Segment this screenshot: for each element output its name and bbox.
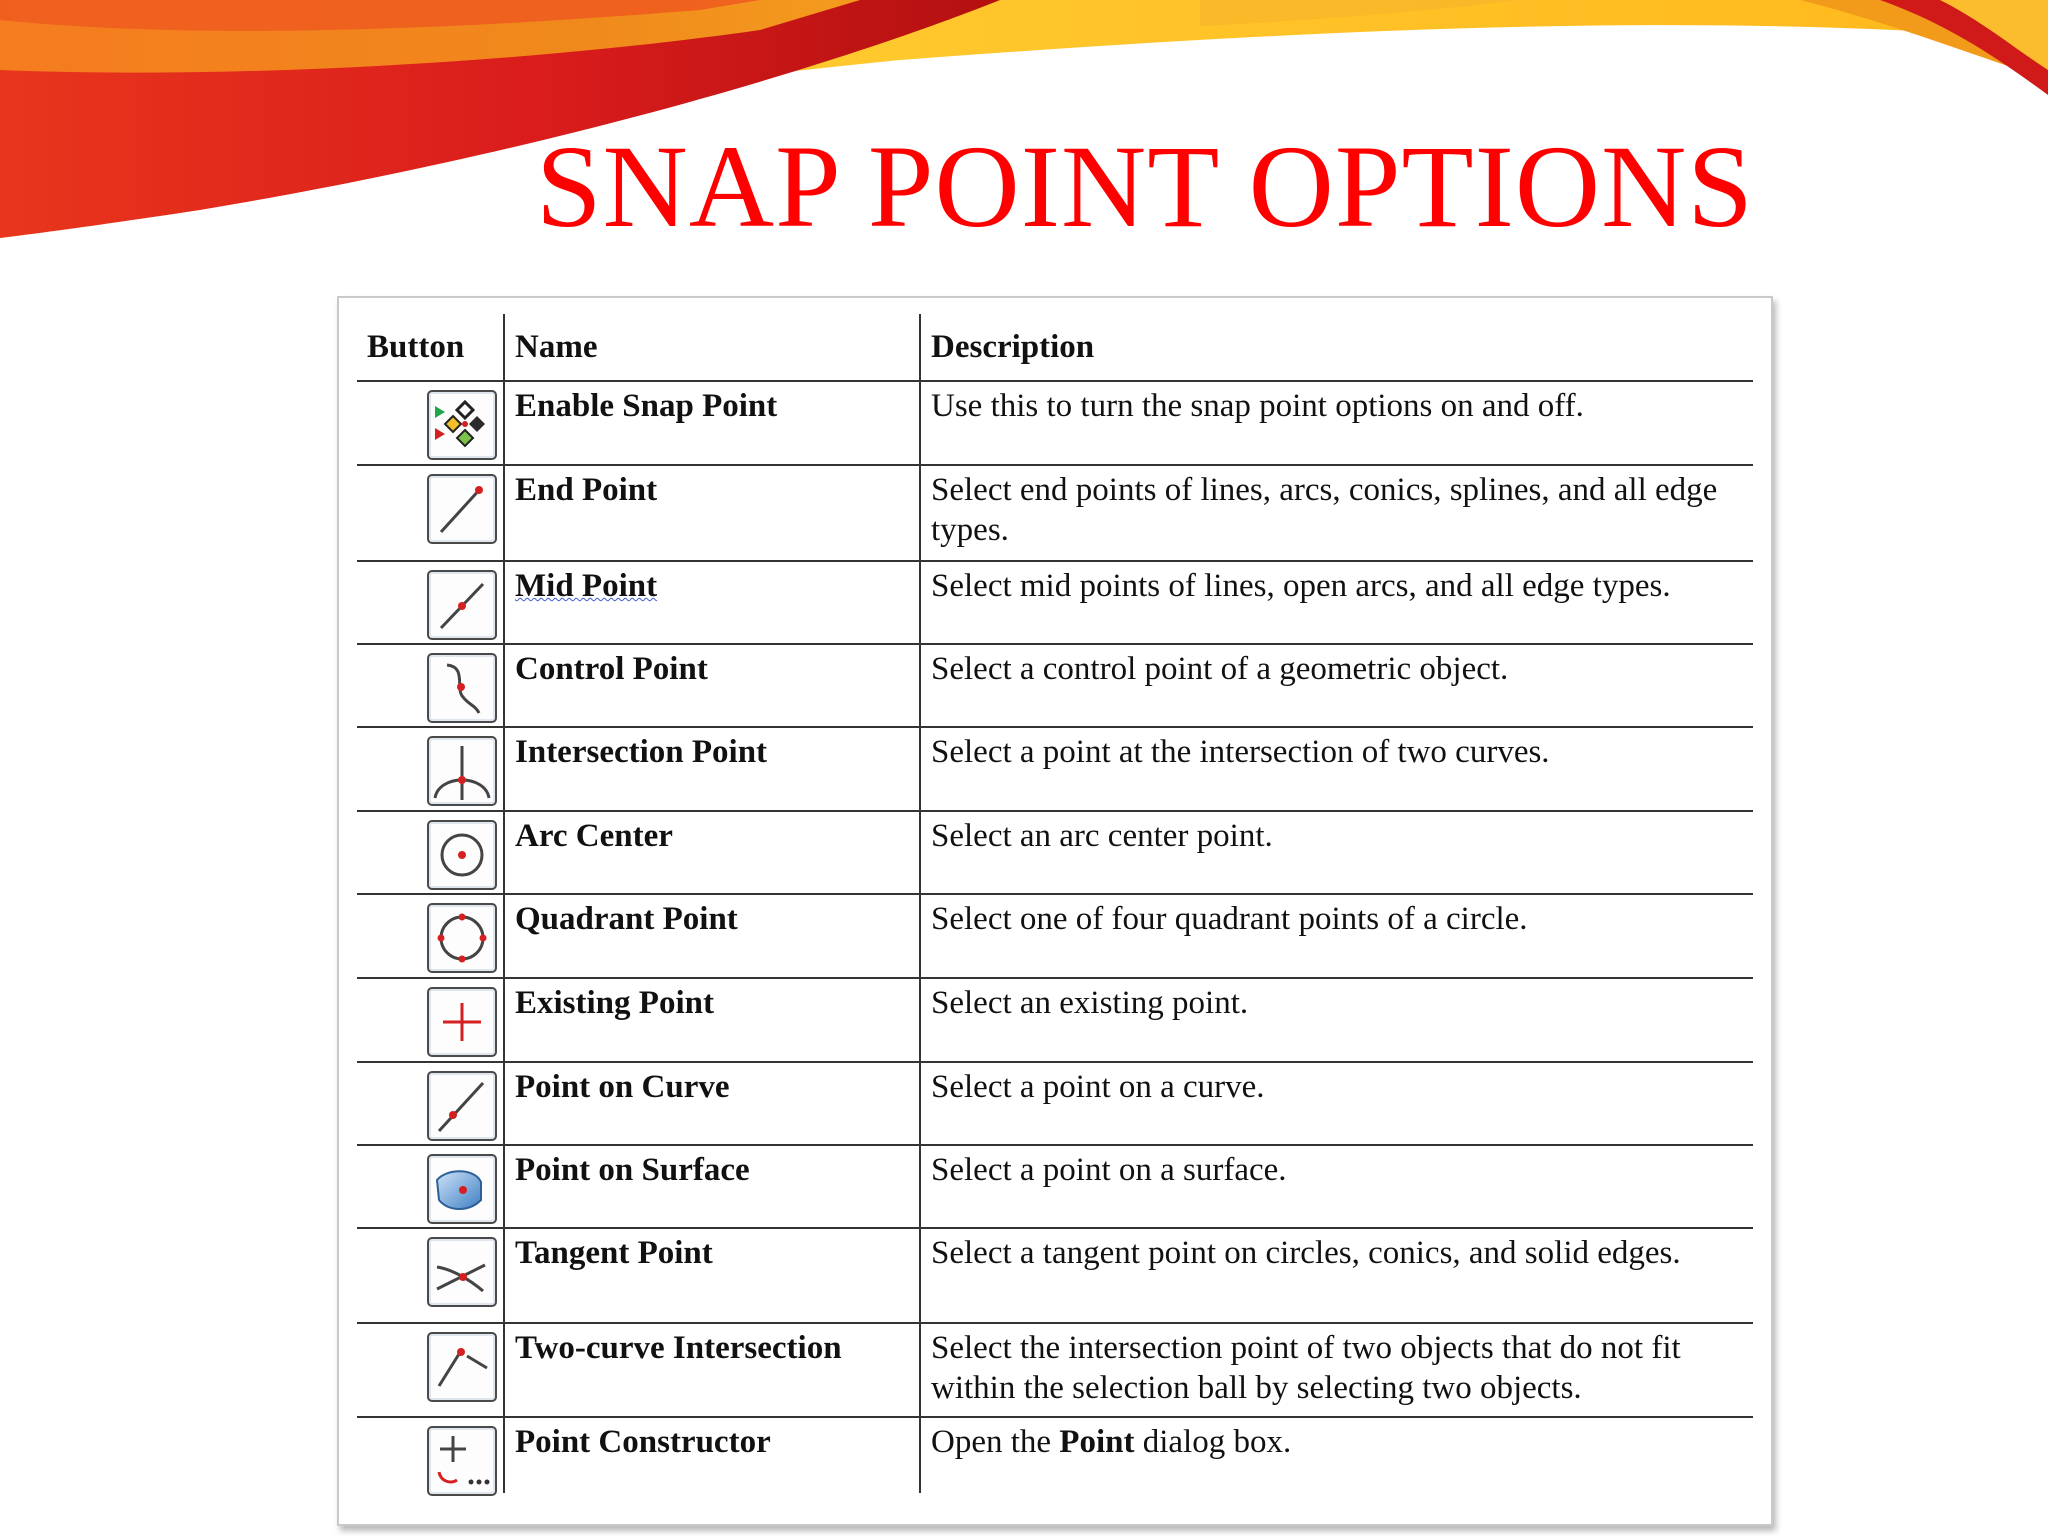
table-row bbox=[357, 811, 1753, 894]
row-description: Select a point at the intersection of two curves. bbox=[920, 727, 1753, 811]
header-name: Name bbox=[504, 314, 920, 381]
table-row bbox=[357, 1323, 1753, 1417]
button-cell bbox=[357, 1062, 504, 1145]
table-row bbox=[357, 465, 1753, 561]
button-cell bbox=[357, 894, 504, 978]
table-header-row bbox=[357, 314, 1753, 381]
end-point-icon[interactable] bbox=[427, 474, 497, 544]
button-cell bbox=[357, 727, 504, 811]
button-cell bbox=[357, 811, 504, 894]
slide-title: SNAP POINT OPTIONS bbox=[536, 121, 1754, 252]
snap-point-table-figure bbox=[337, 296, 1773, 1526]
row-description: Select a tangent point on circles, conics, and solid edges. bbox=[920, 1228, 1753, 1323]
control-point-icon[interactable] bbox=[427, 653, 497, 723]
row-name: Arc Center bbox=[504, 811, 920, 894]
table-row bbox=[357, 1417, 1753, 1493]
tangent-point-icon[interactable] bbox=[427, 1237, 497, 1307]
button-cell bbox=[357, 561, 504, 644]
table-row bbox=[357, 1145, 1753, 1228]
table-row bbox=[357, 1062, 1753, 1145]
table-row bbox=[357, 561, 1753, 644]
two-curve-intersection-icon[interactable] bbox=[427, 1332, 497, 1402]
point-on-curve-icon[interactable] bbox=[427, 1071, 497, 1141]
row-description: Select a point on a curve. bbox=[920, 1062, 1753, 1145]
button-cell bbox=[357, 1228, 504, 1323]
row-description: Select mid points of lines, open arcs, and all edge types. bbox=[920, 561, 1753, 644]
button-cell bbox=[357, 1145, 504, 1228]
button-cell bbox=[357, 1323, 504, 1417]
point-constructor-icon[interactable] bbox=[427, 1426, 497, 1496]
table-row bbox=[357, 644, 1753, 727]
row-name: Control Point bbox=[504, 644, 920, 727]
table-row bbox=[357, 381, 1753, 465]
header-button: Button bbox=[357, 314, 504, 381]
row-name-text: Mid Point bbox=[515, 568, 658, 604]
header-description: Description bbox=[920, 314, 1753, 381]
description-text-2: dialog box. bbox=[1134, 1424, 1292, 1460]
row-name: Tangent Point bbox=[504, 1228, 920, 1323]
row-description: Use this to turn the snap point options on and off. bbox=[920, 381, 1753, 465]
row-name: Point on Surface bbox=[504, 1145, 920, 1228]
table-row bbox=[357, 1228, 1753, 1323]
arc-center-icon[interactable] bbox=[427, 820, 497, 890]
button-cell bbox=[357, 644, 504, 727]
existing-point-icon[interactable] bbox=[427, 987, 497, 1057]
row-description bbox=[920, 1417, 1753, 1493]
row-name: Two-curve Intersection bbox=[504, 1323, 920, 1417]
button-cell bbox=[357, 465, 504, 561]
row-name: End Point bbox=[504, 465, 920, 561]
row-description: Select a control point of a geometric object. bbox=[920, 644, 1753, 727]
row-description: Select one of four quadrant points of a circle. bbox=[920, 894, 1753, 978]
mid-point-icon[interactable] bbox=[427, 570, 497, 640]
table-row bbox=[357, 894, 1753, 978]
row-description: Select an arc center point. bbox=[920, 811, 1753, 894]
intersection-point-icon[interactable] bbox=[427, 736, 497, 806]
table-row bbox=[357, 978, 1753, 1062]
button-cell bbox=[357, 381, 504, 465]
quadrant-point-icon[interactable] bbox=[427, 903, 497, 973]
row-name bbox=[504, 561, 920, 644]
row-name: Quadrant Point bbox=[504, 894, 920, 978]
button-cell bbox=[357, 1417, 504, 1493]
row-description: Select a point on a surface. bbox=[920, 1145, 1753, 1228]
description-bold-point: Point bbox=[1059, 1424, 1135, 1460]
row-name: Enable Snap Point bbox=[504, 381, 920, 465]
snap-point-table bbox=[357, 314, 1753, 1493]
row-description: Select end points of lines, arcs, conics, splines, and all edge types. bbox=[920, 465, 1753, 561]
table-row bbox=[357, 727, 1753, 811]
row-description: Select the intersection point of two objects that do not fit within the selection ball by selecting two objects. bbox=[920, 1323, 1753, 1417]
row-name: Existing Point bbox=[504, 978, 920, 1062]
point-on-surface-icon[interactable] bbox=[427, 1154, 497, 1224]
row-description: Select an existing point. bbox=[920, 978, 1753, 1062]
button-cell bbox=[357, 978, 504, 1062]
enable-snap-point-icon[interactable] bbox=[427, 390, 497, 460]
row-name: Point Constructor bbox=[504, 1417, 920, 1493]
description-text-1: Open the bbox=[931, 1424, 1060, 1460]
row-name: Point on Curve bbox=[504, 1062, 920, 1145]
row-name: Intersection Point bbox=[504, 727, 920, 811]
